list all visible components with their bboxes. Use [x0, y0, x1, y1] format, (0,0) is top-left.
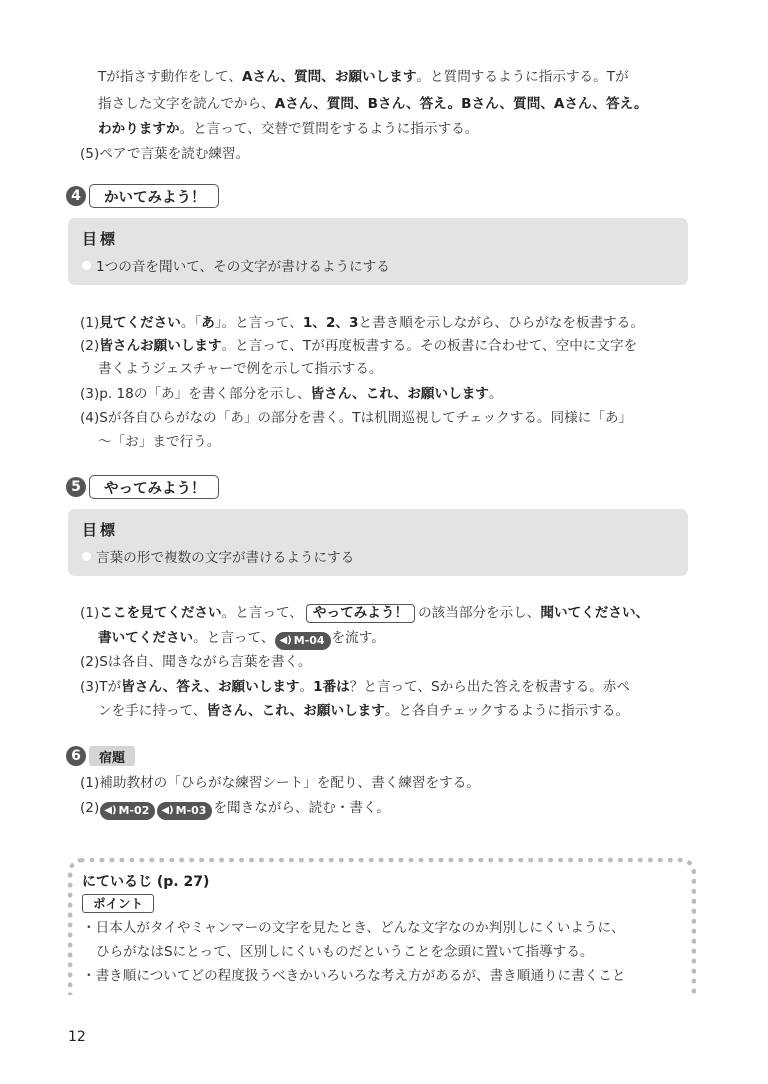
- intro-line-3: わかりますか。と言って、交替で質問をするように指示する。: [98, 121, 479, 137]
- section-title: 宿題: [89, 746, 135, 766]
- sec5-item-3: (3)Tが皆さん、答え、お願いします。1番は？と言って、Sから出た答えを板書する。赤ペ: [80, 679, 630, 695]
- sec4-item-1: (1)見てください。「あ」。と言って、1、2、3と書き順を示しながら、ひらがなを板書する。: [80, 315, 644, 331]
- goal-text: 1つの音を聞いて、その文字が書けるようにする: [82, 255, 390, 275]
- note-bullet-1: ・日本人がタイやミャンマーの文字を見たとき、どんな文字なのか判別しにくいように、: [82, 920, 625, 936]
- goal-box-5: [68, 509, 688, 576]
- intro-line-1: Tが指さす動作をして、Aさん、質問、お願いします。と質問するように指示する。Tが: [98, 69, 629, 85]
- sec5-item-1: (1)ここを見てください。と言って、 やってみよう！ の該当部分を示し、聞いてください、: [80, 605, 650, 621]
- bullet-icon: [82, 552, 91, 561]
- sec6-item-1: (1)補助教材の「ひらがな練習シート」を配り、書く練習をする。: [80, 775, 480, 791]
- note-bullet-2: ・書き順についてどの程度扱うべきかいろいろな考え方があるが、書き順通りに書くこと: [82, 968, 626, 984]
- speaker-icon: ◀): [161, 805, 174, 816]
- sec4-item-4: (4)Sが各自ひらがなの「あ」の部分を書く。Tは机間巡視してチェックする。同様に「あ」: [80, 410, 633, 426]
- speaker-icon: ◀): [104, 805, 117, 816]
- section-number: 4: [66, 186, 86, 206]
- point-label: ポイント: [82, 894, 154, 913]
- page-number: 12: [68, 1029, 86, 1045]
- sec4-item-2: (2)皆さんお願いします。と言って、Tが再度板書する。その板書に合わせて、空中に文字を: [80, 338, 638, 354]
- section-number: 5: [66, 477, 86, 497]
- section-title: かいてみよう！: [89, 184, 219, 208]
- audio-badge-m04[interactable]: ◀) M-04: [275, 632, 330, 650]
- intro-line-2: 指さした文字を読んでから、Aさん、質問、Bさん、答え。Bさん、質問、Aさん、答え。: [98, 96, 648, 112]
- section-title: やってみよう！: [89, 475, 219, 499]
- goal-text: 言葉の形で複数の文字が書けるようにする: [82, 546, 354, 566]
- sec5-item-2: (2)Sは各自、聞きながら言葉を書く。: [80, 654, 312, 670]
- note-title: にているじ (p. 27): [82, 874, 210, 890]
- section-number: 6: [66, 746, 86, 766]
- section-6-heading: [66, 744, 135, 768]
- sec4-item-3: (3)p. 18の「あ」を書く部分を示し、皆さん、これ、お願いします。: [80, 386, 503, 402]
- goal-title: 目標: [82, 230, 119, 248]
- activity-reference-box: やってみよう！: [306, 604, 415, 623]
- sec4-item-2-cont: 書くようジェスチャーで例を示して指示する。: [98, 361, 383, 377]
- section-5-heading: [66, 475, 219, 499]
- goal-title: 目標: [82, 521, 119, 539]
- audio-badge-m02[interactable]: ◀) M-02: [100, 802, 155, 820]
- point-label-wrap: [82, 894, 154, 913]
- note-bullet-1-cont: ひらがなはSにとって、区別しにくいものだということを念頭に置いて指導する。: [96, 944, 594, 960]
- speaker-icon: ◀): [279, 635, 292, 646]
- sec5-item-1-cont: 書いてください。と言って、 ◀) M-04 を流す。: [98, 628, 385, 650]
- goal-box-4: [68, 218, 688, 285]
- bullet-icon: [82, 261, 91, 270]
- sec5-item-3-cont: ンを手に持って、皆さん、これ、お願いします。と各自チェックするように指示する。: [98, 703, 630, 719]
- section-4-heading: [66, 184, 219, 208]
- sec4-item-4-cont: 〜「お」まで行う。: [98, 434, 221, 450]
- intro-line-4: (5)ペアで言葉を読む練習。: [80, 146, 250, 162]
- audio-badge-m03[interactable]: ◀) M-03: [157, 802, 212, 820]
- sec6-item-2: (2) ◀) M-02 ◀) M-03 を聞きながら、読む・書く。: [80, 798, 390, 820]
